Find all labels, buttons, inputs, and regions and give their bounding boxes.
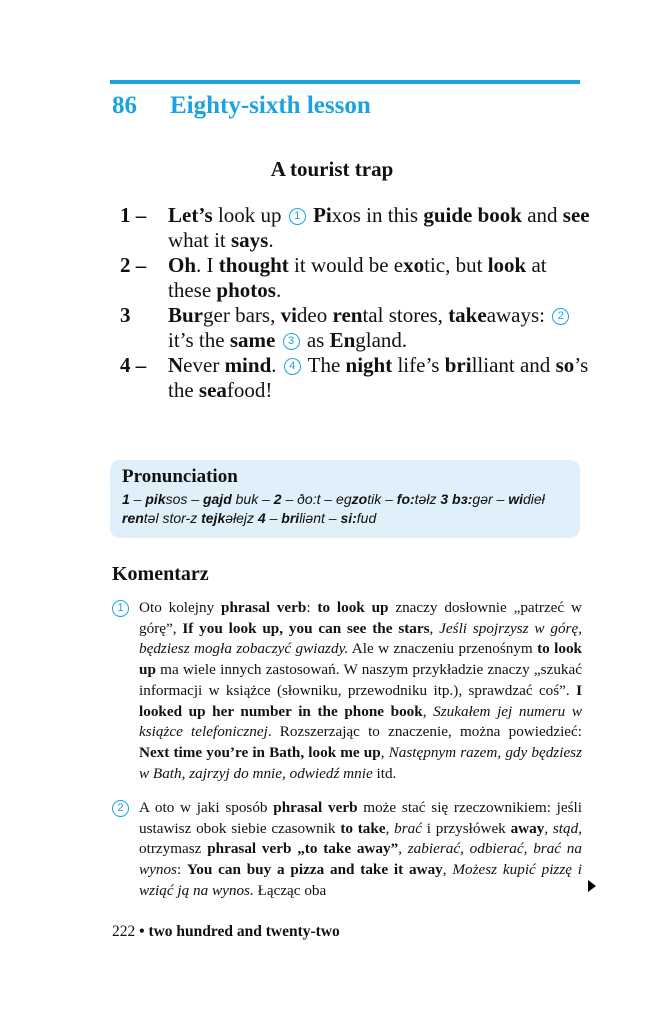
text-italic: Możesz kupić pizzę i wziąć ją na wynos. xyxy=(139,861,583,899)
text-bold: If you look up, you can see the stars xyxy=(182,619,430,637)
text-run: tic, but xyxy=(424,253,488,277)
text-bold: says xyxy=(231,228,269,252)
text-run: . xyxy=(268,228,274,252)
note-ref-icon: 2 xyxy=(552,308,569,325)
lesson-title xyxy=(112,92,371,120)
dialogue-line xyxy=(120,353,590,403)
lesson-name: Eighty-sixth lesson xyxy=(170,92,371,119)
text-bold: pik xyxy=(145,491,166,507)
text-bold: tejk xyxy=(201,510,226,526)
text-run xyxy=(275,328,280,352)
text-bold: thought xyxy=(218,253,289,277)
text-run: , xyxy=(429,619,440,637)
text-bold: see xyxy=(562,203,590,227)
text-bold: zo xyxy=(351,491,368,507)
text-italic: stąd xyxy=(552,819,579,837)
text-run: , xyxy=(544,819,553,837)
text-run: itd. xyxy=(372,764,397,782)
page-footer xyxy=(112,923,340,941)
page-number: 222 xyxy=(112,923,136,940)
dialogue-line xyxy=(120,253,590,303)
page-number-words: two hundred and twenty-two xyxy=(148,923,340,940)
text-run: and xyxy=(521,203,563,227)
text-bold: phrasal verb xyxy=(273,799,358,816)
line-number: 2 – xyxy=(120,253,147,277)
text-run: ever xyxy=(183,353,225,377)
note-body xyxy=(139,798,582,902)
dialogue xyxy=(120,203,590,403)
text-run: – xyxy=(265,510,282,526)
line-number: 3 xyxy=(120,303,131,327)
text-italic: Jeśli spojrzysz w górę, będziesz mogła zobaczyć gwiazdy. xyxy=(139,619,582,658)
text-bold: ren xyxy=(332,303,363,327)
text-run: : xyxy=(306,599,318,616)
note-body xyxy=(139,598,582,784)
text-run: food! xyxy=(226,378,273,402)
text-bold: En xyxy=(329,328,356,352)
text-run: gland. xyxy=(355,328,408,352)
text-bold: Pi xyxy=(313,203,332,227)
text-run: . I xyxy=(196,253,219,277)
pronunciation-text xyxy=(122,490,574,528)
text-run: life’s xyxy=(392,353,445,377)
text-bold: so xyxy=(555,353,575,377)
text-run: , xyxy=(398,840,408,858)
text-run: ma wiele innych zastosowań. W naszym przykładzie znaczy „szukać informacji w książce (słowniku, przewodniku itp.), sprawdzać coś”. xyxy=(139,661,582,699)
text-run: Łącząc oba xyxy=(253,881,327,899)
text-run: . xyxy=(271,353,282,377)
text-bold: sea xyxy=(198,378,227,402)
text-run: . xyxy=(275,278,282,302)
text-bold: 1 xyxy=(122,491,130,507)
text-run: and xyxy=(519,353,556,377)
text-bold: to take xyxy=(340,819,386,837)
text-run: tal stores, xyxy=(362,303,449,327)
text-run: xos in this xyxy=(331,203,424,227)
text-run: it would be e xyxy=(288,253,404,277)
text-run: buk – xyxy=(231,491,274,507)
text-run: as xyxy=(301,328,330,352)
text-bold: take xyxy=(448,303,487,327)
note-1 xyxy=(112,598,582,784)
text-run: ’s the xyxy=(168,353,589,402)
text-bold: Next time you’re in Bath, look me up xyxy=(139,743,381,761)
note-ref-icon: 3 xyxy=(283,333,300,350)
dialogue-line xyxy=(120,203,590,253)
text-run: A oto w jaki sposób xyxy=(139,799,274,816)
text-run: i przysłówek xyxy=(422,819,511,837)
text-run: əłejz xyxy=(225,510,258,526)
text-bold: xo xyxy=(403,253,425,277)
text-run: təl stor-z xyxy=(143,510,202,526)
header-rule xyxy=(110,80,580,84)
text-bold: same xyxy=(229,328,276,352)
text-run: it’s the xyxy=(168,328,230,352)
text-run: , xyxy=(442,861,453,879)
text-bold: 2 xyxy=(273,491,282,507)
text-run: look up xyxy=(212,203,287,227)
pronunciation-heading: Pronunciation xyxy=(122,466,238,487)
text-italic: Następnym razem, gdy będziesz w Bath, zajrzyj do mnie, odwiedź mnie xyxy=(139,743,583,782)
text-bold: mind xyxy=(224,353,272,377)
text-run: , xyxy=(422,702,434,720)
text-run: The xyxy=(302,353,346,377)
text-bold: phrasal verb „to take away” xyxy=(207,840,399,858)
text-bold: to look up xyxy=(139,640,582,679)
line-text xyxy=(168,203,590,253)
text-run: , xyxy=(385,819,395,837)
text-run: – ðo:t – eg xyxy=(281,491,352,507)
text-bold: Let’s xyxy=(168,203,213,227)
text-run: – xyxy=(129,491,146,507)
line-number: 1 – xyxy=(120,203,147,227)
text-run: , otrzymasz xyxy=(139,819,583,858)
text-run: liənt – xyxy=(299,510,341,526)
text-bold: bri xyxy=(281,510,300,526)
note-2 xyxy=(112,798,582,902)
text-run: sos – xyxy=(165,491,203,507)
lesson-number: 86 xyxy=(112,92,137,119)
text-bold: Bur xyxy=(168,303,204,327)
line-text xyxy=(168,353,590,403)
text-run: ger bars, xyxy=(203,303,281,327)
text-run: znaczy dosłownie „patrzeć w górę”, xyxy=(139,599,582,637)
note-ref-icon: 1 xyxy=(289,208,306,225)
footer-separator: • xyxy=(139,923,145,940)
line-text xyxy=(168,253,590,303)
text-italic: brać xyxy=(394,819,422,837)
text-run: może stać się rzeczownikiem: jeśli ustawisz obok siebie czasownik xyxy=(139,799,582,837)
text-bold: gajd xyxy=(202,491,232,507)
text-bold: vi xyxy=(280,303,297,327)
text-run: təłz xyxy=(414,491,441,507)
text-bold: You can buy a pizza and take it away xyxy=(187,861,443,879)
text-bold: wi xyxy=(508,491,523,507)
text-bold: night xyxy=(345,353,393,377)
text-bold: guide book xyxy=(423,203,522,227)
line-number: 4 – xyxy=(120,353,147,377)
text-italic: Szukałem jej numeru w książce telefonicznej xyxy=(139,702,583,741)
text-bold: N xyxy=(168,353,184,377)
text-bold: photos xyxy=(216,278,276,302)
text-italic: zabierać, odbierać, brać na wynos xyxy=(139,840,582,879)
text-run: : xyxy=(176,861,187,879)
text-bold: to look up xyxy=(317,599,389,616)
text-run: tik – xyxy=(367,491,397,507)
text-run: at these xyxy=(168,253,547,302)
text-bold: phrasal verb xyxy=(221,599,307,616)
text-run: what it xyxy=(168,228,231,252)
text-bold: Oh xyxy=(168,253,197,277)
text-run: Ale w znaczeniu przenośnym xyxy=(348,640,538,658)
note-ref-icon: 4 xyxy=(284,358,301,375)
text-run: Oto kolejny xyxy=(139,599,222,616)
text-run: . Rozszerzając to znaczenie, można powiedzieć: xyxy=(267,723,582,741)
commentary-heading: Komentarz xyxy=(112,563,209,585)
text-bold: ren xyxy=(122,510,144,526)
text-run: dieł xyxy=(523,491,545,507)
text-run: aways: xyxy=(486,303,551,327)
note-number-icon: 2 xyxy=(112,800,129,817)
text-run: deo xyxy=(296,303,333,327)
text-bold: bri xyxy=(444,353,472,377)
text-bold: I looked up her number in the phone book xyxy=(139,681,582,720)
dialogue-title: A tourist trap xyxy=(270,157,394,181)
text-run: gər – xyxy=(472,491,509,507)
text-bold: fo: xyxy=(396,491,415,507)
line-text xyxy=(168,303,590,353)
note-number-icon: 1 xyxy=(112,600,129,617)
text-bold: away xyxy=(510,819,545,837)
triangle-right-icon xyxy=(588,880,596,892)
text-run: lliant xyxy=(471,353,520,377)
text-bold: look xyxy=(487,253,527,277)
pronunciation-box xyxy=(110,460,580,538)
text-bold: 4 xyxy=(257,510,266,526)
dialogue-line xyxy=(120,303,590,353)
text-run: , xyxy=(380,743,389,761)
text-run: fud xyxy=(356,510,377,526)
text-bold: 3 bɜ: xyxy=(440,491,473,507)
text-bold: si: xyxy=(340,510,357,526)
